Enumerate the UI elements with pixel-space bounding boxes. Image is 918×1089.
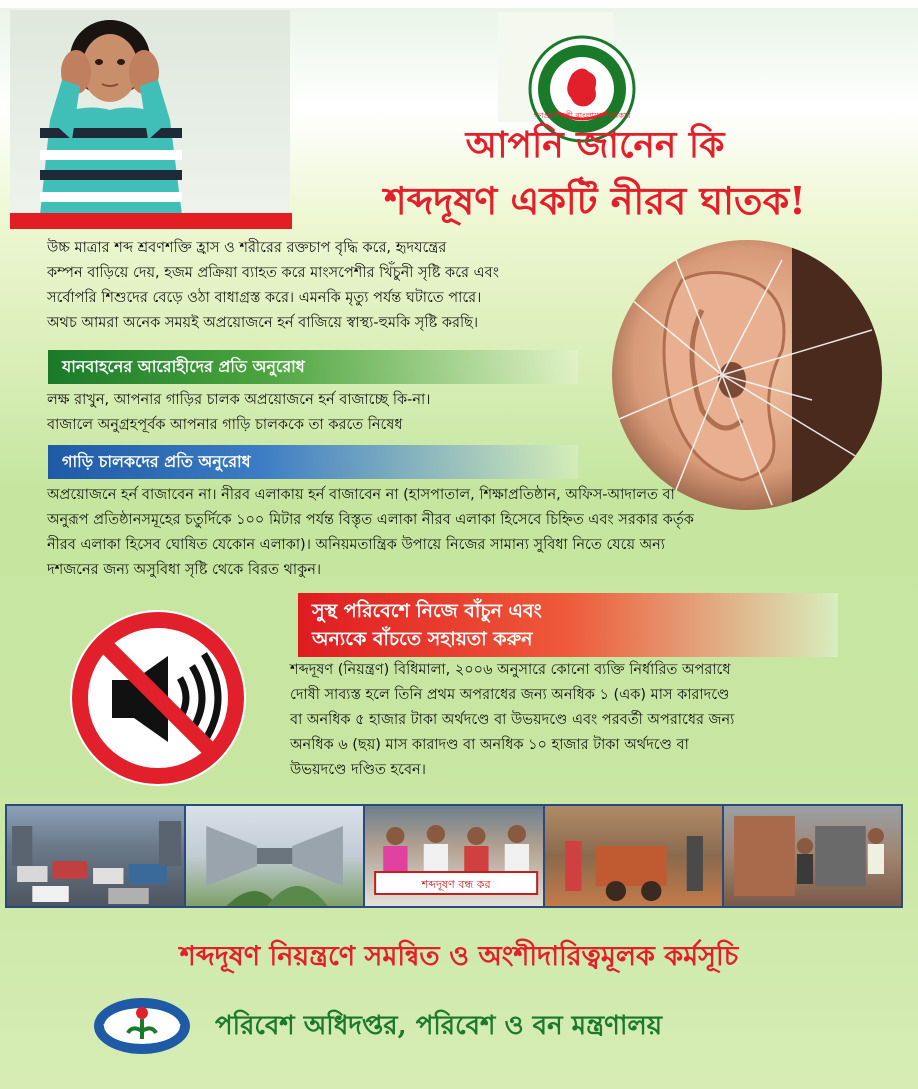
poster-title-line1: আপনি জানেন কি	[465, 124, 725, 166]
law-paragraph	[290, 658, 890, 783]
environment-department-logo-icon	[92, 995, 192, 1057]
drivers-paragraph	[47, 483, 887, 583]
child-covering-ears-photo	[10, 10, 290, 215]
slogan-line1: সুস্থ পরিবেশে নিজে বাঁচুন এবং	[312, 600, 542, 622]
intro-line: কম্পন বাড়িয়ে দেয়, হজম প্রক্রিয়া ব্যাহত করে মাংসপেশীর খিঁচুনী সৃষ্টি করে এবং	[47, 265, 499, 281]
program-title: শব্দদূষণ নিয়ন্ত্রণে সমন্বিত ও অংশীদারিত্বমূলক কর্মসূচি	[179, 941, 739, 972]
photo-strip	[5, 804, 903, 908]
drivers-request-banner: গাড়ি চালকদের প্রতি অনুরোধ	[48, 445, 578, 479]
drivers-line: নীরব এলাকা হিসেব ঘোষিত যেকোন এলাকা)। অনিয়মতান্ত্রিক উপায়ে নিজের সামান্য সুবিধা নিতে যেয়ে অন্য	[47, 537, 666, 553]
seal-caption: গণপ্রজাতন্ত্রী বাংলাদেশ সরকার	[533, 111, 631, 120]
intro-line: সর্বোপরি শিশুদের বেড়ে ওঠা বাধাগ্রস্ত করে। এমনকি মৃত্যু পর্যন্ত ঘটাতে পারে।	[47, 290, 482, 306]
law-line: দোষী সাব্যস্ত হলে তিনি প্রথম অপরাধের জন্য অনধিক ১ (এক) মাস কারাদণ্ডে	[290, 687, 730, 703]
construction-machine-photo	[545, 806, 722, 906]
loudspeaker-photo	[186, 806, 363, 906]
passengers-paragraph	[47, 388, 607, 438]
law-line: বা অনধিক ৫ হাজার টাকা অর্থদণ্ডে বা উভয়দণ্ডে এবং পরবর্তী অপরাধের জন্য	[290, 712, 735, 728]
protest-rally-photo	[365, 806, 542, 906]
law-line: শব্দদূষণ (নিয়ন্ত্রণ) বিধিমালা, ২০০৬ অনুসারে কোনো ব্যক্তি নির্ধারিত অপরাধে	[290, 662, 731, 678]
organization-name: পরিবেশ অধিদপ্তর, পরিবেশ ও বন মন্ত্রণালয়	[215, 1011, 663, 1041]
cracked-ear-photo	[612, 240, 882, 510]
poster-title-line2: শব্দদূষণ একটি নীরব ঘাতক!	[384, 178, 806, 223]
protest-banner-text: শব্দদূষণ বন্ধ কর	[422, 878, 492, 891]
top-border	[0, 0, 918, 8]
drivers-line: অনুরূপ প্রতিষ্ঠানসমূহের চতুর্দিকে ১০০ মিটার পর্যন্ত বিস্তৃত এলাকা নীরব এলাকা হিসেবে চিহ্নিত এবং সরকার কর্তৃক	[47, 512, 694, 528]
passengers-line: বাজালে অনুগ্রহপূর্বক আপনার গাড়ি চালককে তা করতে নিষেধ	[47, 417, 403, 433]
slogan-line2: অন্যকে বাঁচতে সহায়তা করুন	[312, 628, 533, 650]
drivers-line: দশজনের জন্য অসুবিধা সৃষ্টি থেকে বিরত থাকুন।	[47, 562, 322, 578]
intro-line: উচ্চ মাত্রার শব্দ শ্রবণশক্তি হ্রাস ও শরীরের রক্তচাপ বৃদ্ধি করে, হৃদযন্ত্রের	[47, 240, 447, 256]
passengers-request-banner: যানবাহনের আরোহীদের প্রতি অনুরোধ	[48, 350, 578, 384]
no-horn-icon	[68, 608, 248, 788]
law-line: অনধিক ৬ (ছয়) মাস কারাদণ্ড বা অনধিক ১০ হাজার টাকা অর্থদণ্ডে বা	[290, 737, 689, 753]
construction-workers-photo	[724, 806, 901, 906]
environment-slogan-banner	[298, 593, 838, 657]
intro-paragraph	[47, 236, 607, 336]
red-accent-bar	[10, 213, 292, 229]
drivers-line: অপ্রয়োজনে হর্ন বাজাবেন না। নীরব এলাকায় হর্ন বাজাবেন না (হাসপাতাল, শিক্ষাপ্রতিষ্ঠান, অফিস-আদালত বা	[47, 487, 675, 503]
intro-line: অথচ আমরা অনেক সময়ই অপ্রয়োজনে হর্ন বাজিয়ে স্বাস্থ্য-হুমকি সৃষ্টি করছি।	[47, 315, 479, 331]
law-line: উভয়দণ্ডে দণ্ডিত হবেন।	[290, 762, 426, 778]
passengers-line: লক্ষ রাখুন, আপনার গাড়ির চালক অপ্রয়োজনে হর্ন বাজাচ্ছে কি-না।	[47, 392, 431, 408]
child-illustration	[10, 10, 290, 215]
traffic-jam-photo	[7, 806, 184, 906]
